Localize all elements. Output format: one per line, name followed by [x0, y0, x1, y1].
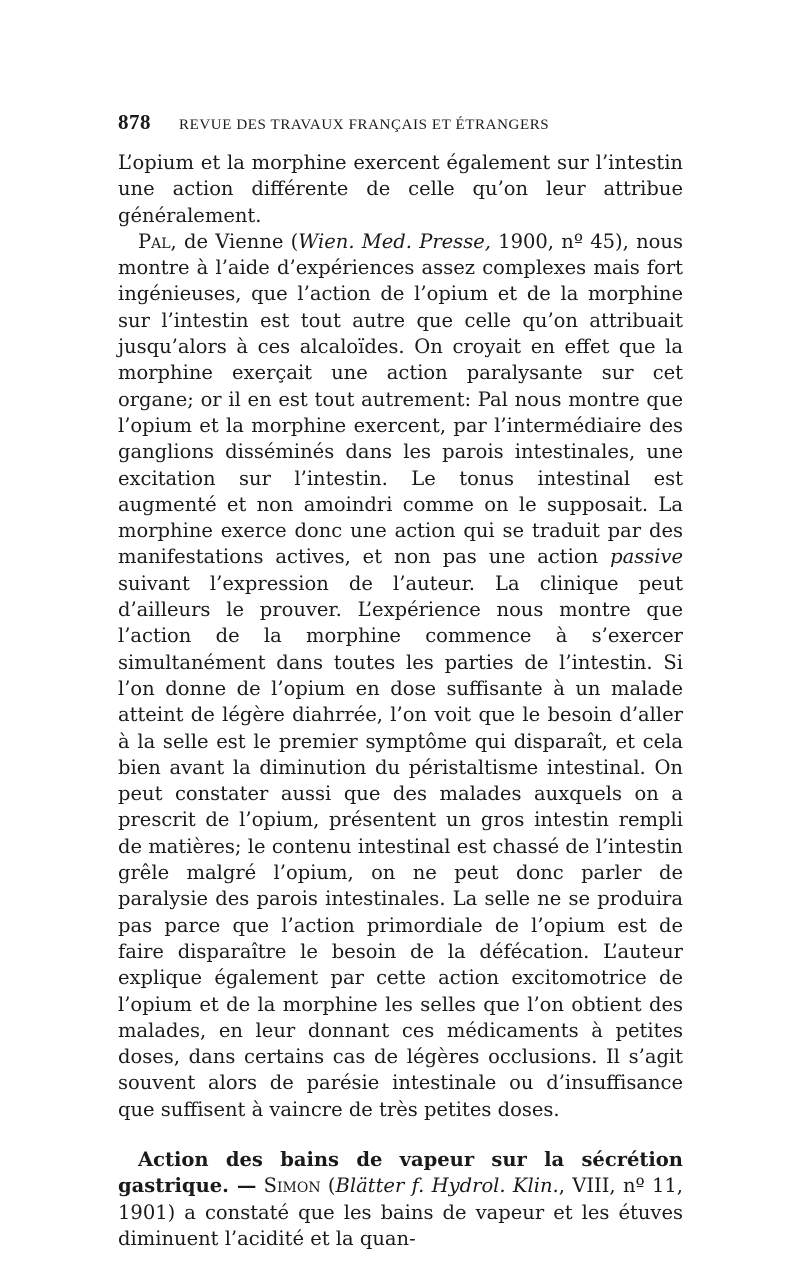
paragraph-opium-intro: [118, 150, 683, 229]
emphasis-passive: passive: [610, 545, 684, 569]
journal-open: (: [320, 1174, 336, 1198]
author-place: , de Vienne (: [170, 229, 299, 253]
section-journal: Blätter f. Hydrol. Klin.: [335, 1174, 559, 1198]
page-header: [118, 110, 683, 150]
section-author: Simon: [263, 1174, 321, 1198]
journal-reference: 1900, nº 45), nous montre à: [118, 229, 683, 280]
journal-title: Wien. Med. Presse,: [298, 229, 491, 253]
paragraph-text: l’aide d’expériences assez complexes mais fort ingénieuses, que l’action de l’opium et de la morphine sur l’intestin est tout autre que celle qu’on attribuait jusqu’alors à ces alcaloïdes. On croyait en effet que la morphine exerçait une action paralysante sur cet organe; or il en est tout autrement: Pal nous montre que l’opium et la morphine exercent, par l’intermédiaire des ganglions disséminés dans les parois intestinales, une excitation sur l’intestin. Le tonus intestinal est augmenté et non amoindri comme on le supposait. La morphine exerce donc une action qui se traduit par des manifestations actives, et non pas une action: [118, 256, 684, 569]
page: [118, 110, 683, 1252]
paragraph-pal-study: [118, 229, 683, 1123]
section-title: Action des bains de vapeur sur la sécrétion gastrique. —: [118, 1147, 683, 1198]
author-name: Pal: [138, 229, 171, 253]
running-title: REVUE DES TRAVAUX FRANÇAIS ET ÉTRANGERS: [179, 117, 550, 133]
paragraph-text-continued: suivant l’expression de l’auteur. La clinique peut d’ailleurs le prouver. L’expérience nous montre que l’action de la morphine commence à s’exercer simultanément dans toutes les parties de l’intestin. Si l’on donne de l’opium en dose suffisante à un malade atteint de légère diahrrée, l’on voit que le besoin d’aller à la selle est le premier symptôme qui disparaît, et cela bien avant la diminution du péristaltisme intestinal. On peut constater aussi que des malades auxquels on a prescrit de l’opium, présentent un gros intestin rempli de matières; le contenu intestinal est chassé de l’intestin grêle malgré l’opium, on ne peut donc parler de paralysie des parois intestinales. La selle ne se produira pas parce que l’action primordiale de l’opium est de faire disparaître le besoin de la défécation. L’auteur explique également par cette action excitomotrice de l’opium et de la morphine les selles que l’on obtient des malades, en leur donnant ces médicaments à petites doses, dans certains cas de légères occlusions. Il s’agit souvent alors de parésie intestinale ou d’insuffisance que suffisent à vaincre de très petites doses.: [118, 571, 683, 1121]
paragraph-steam-baths: [118, 1147, 683, 1252]
section-gap: [118, 1123, 683, 1147]
page-number: 878: [118, 110, 151, 134]
section-text: , VIII, nº 11, 1901) a constaté que les bains de vapeur et les étuves diminuent l’acidité et la quan-: [118, 1174, 683, 1250]
paragraph-text: L’opium et la morphine exercent également sur l’intestin une action différente de celle qu’on leur attribue généralement.: [118, 151, 683, 227]
